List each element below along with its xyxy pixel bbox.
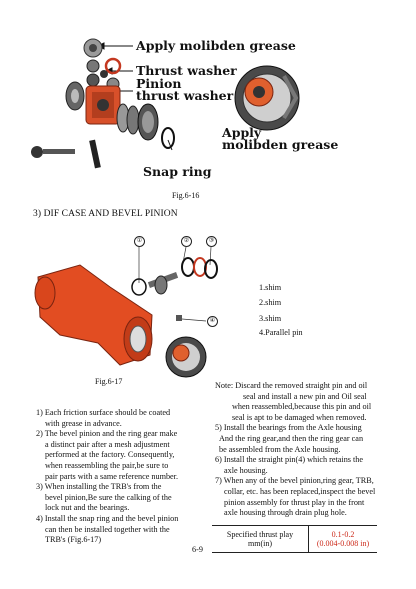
left-instructions xyxy=(36,408,218,546)
diff-case-drawing xyxy=(86,86,120,124)
figure-caption-6-17: Fig.6-17 xyxy=(95,377,123,386)
callout-thrust-washer: Thrust washer xyxy=(136,63,237,78)
right-instructions xyxy=(215,381,411,519)
bolt-drawing xyxy=(31,146,75,158)
instruction-5: 5) Install the bearings from the Axle housing And the ring gear,and then the ring gear can be assembled from the Axle housing. xyxy=(215,423,364,454)
instruction-3: 3) When installing the TRB's from the bevel pinion,Be sure the calking of the lock nut and the bearings. xyxy=(36,482,172,513)
part-label-2: 2.shim xyxy=(259,298,282,307)
callout-circle-1: ① xyxy=(134,236,145,247)
axle-housing-illustration xyxy=(0,225,240,380)
callout-apply-right: Apply xyxy=(222,125,262,140)
callout-circle-4: ④ xyxy=(207,316,218,327)
part-label-3: 3.shim xyxy=(259,314,282,323)
instruction-2: 2) The bevel pinion and the ring gear make a distinct pair after a mesh adjustment performed at the factory. Consequently, when reassembling the pair,be sure to pair parts with a same reference number. xyxy=(36,429,178,481)
callout-molibden-grease-right: molibden grease xyxy=(222,137,339,152)
ring-gear-drawing xyxy=(138,104,158,140)
side-gear-top xyxy=(84,39,102,57)
note-label: Note: xyxy=(215,381,234,390)
section-title: 3) DIF CASE AND BEVEL PINION xyxy=(33,209,178,219)
thrust-play-spec-table xyxy=(212,525,377,553)
spec-value-cell: 0.1-0.2 (0.004-0.008 in) xyxy=(309,526,378,553)
callout-circle-3: ③ xyxy=(206,236,217,247)
note-block: Note: Discard the removed straight pin and oil seal and install a new pin and Oil seal when reassembled,because this pin and oil seal is apt to be damaged when removed. xyxy=(215,381,372,422)
assembled-diff-drawing xyxy=(235,66,299,130)
ring-gear-assembly-drawing xyxy=(166,337,206,377)
instruction-4: 4) Install the snap ring and the bevel pinion can then be installed together with the TRB's (Fig.6-17) xyxy=(36,513,179,545)
part-label-1: 1.shim xyxy=(259,283,282,292)
page-number: 6-9 xyxy=(192,545,203,554)
callout-pinion-thrust-washer: thrust washer xyxy=(136,88,234,103)
spec-label-cell: Specified thrust play mm(in) xyxy=(212,526,309,553)
part-label-4: 4.Parallel pin xyxy=(259,328,303,337)
callout-snap-ring: Snap ring xyxy=(143,164,212,179)
instruction-6: 6) Install the straight pin(4) which retains the axle housing. xyxy=(215,455,364,475)
callout-circle-2: ② xyxy=(181,236,192,247)
instruction-7: 7) When any of the bevel pinion,ring gear, TRB, collar, etc. has been replaced,inspect the bevel pinion assembly for thrust play in the front axle housing through drain plug hole. xyxy=(215,476,376,518)
callout-apply-grease-top: Apply molibden grease xyxy=(136,38,296,53)
callout-pinion: Pinion xyxy=(136,76,182,91)
figure-caption-6-16: Fig.6-16 xyxy=(172,191,200,200)
instruction-1: 1) Each friction surface should be coated with grease in advance. xyxy=(36,408,171,428)
